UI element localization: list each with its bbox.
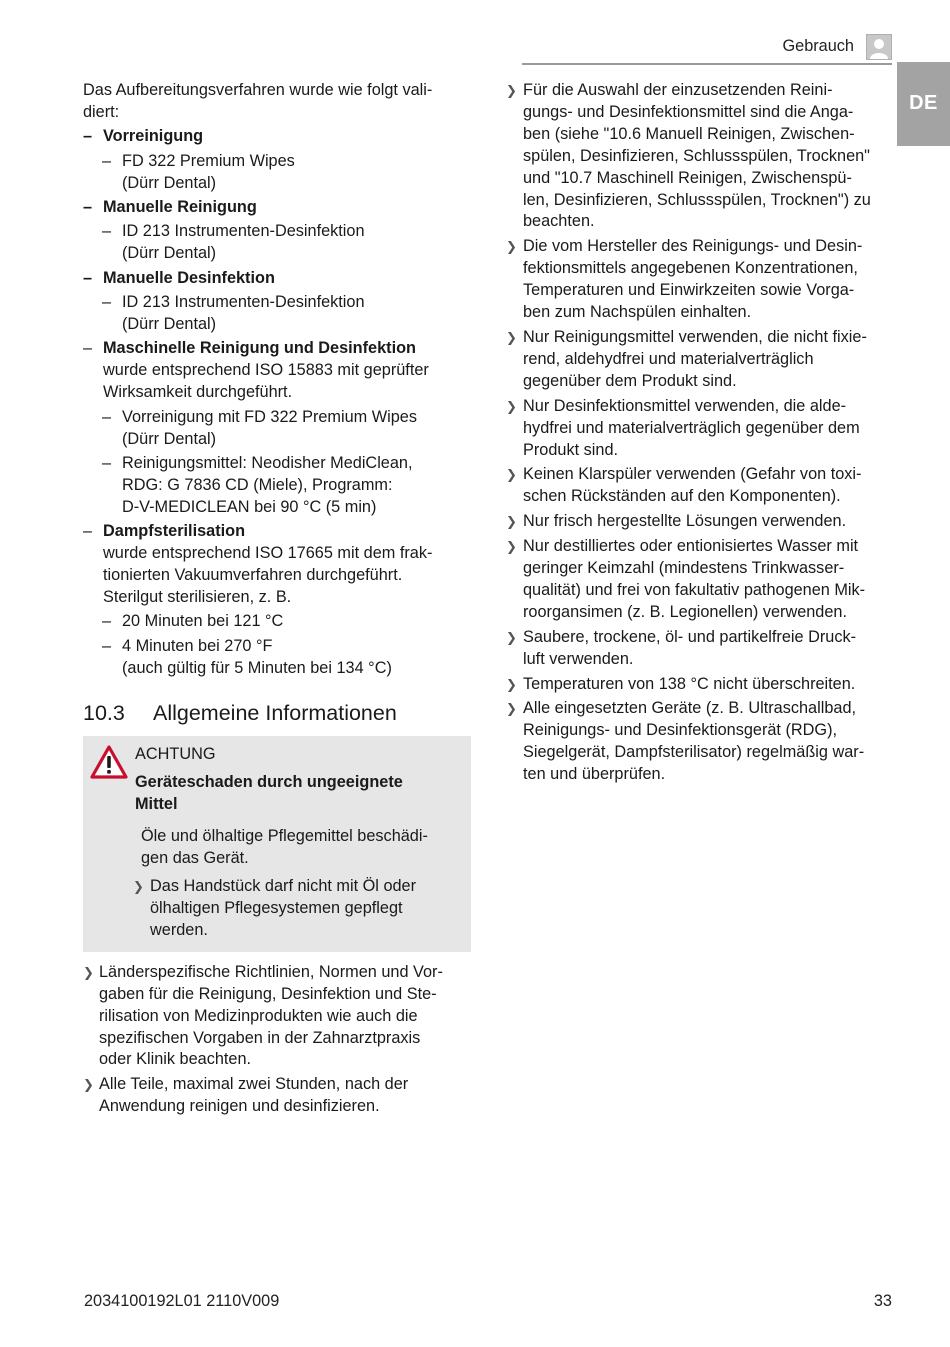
list-item-vorreinigung: – Vorreinigung	[83, 126, 471, 148]
warning-bullet: ❯ Das Handstück darf nicht mit Öl oder ölhaltigen Pflegesystemen gepflegt werden.	[133, 877, 417, 939]
list-item-manuelle-desinfektion: – Manuelle Desinfektion	[83, 268, 471, 290]
list-subitem: – 20 Minuten bei 121 °C	[83, 611, 471, 633]
left-bullet-list	[83, 962, 471, 1118]
list-item-maschinelle: – Maschinelle Reinigung und Desinfektion wurde entsprechend ISO 15883 mit geprüfter Wirksamkeit durchgeführt.	[83, 338, 471, 404]
bullet-item: ❯ Nur frisch hergestellte Lösungen verwenden.	[506, 511, 896, 533]
document-code: 2034100192L01 2110V009	[84, 1292, 280, 1310]
right-column	[506, 80, 896, 786]
chevron-right-icon: ❯	[83, 964, 94, 980]
bullet-item: ❯ Nur Reinigungsmittel verwenden, die nicht fixie- rend, aldehydfrei und materialverträglich gegenüber dem Produkt sind.	[506, 327, 867, 390]
bullet-item: ❯ Alle Teile, maximal zwei Stunden, nach der Anwendung reinigen und desinfizieren.	[83, 1075, 409, 1116]
list-subitem: – 4 Minuten bei 270 °F (auch gültig für 5 Minuten bei 134 °C)	[83, 636, 471, 680]
bullet-item: ❯ Nur Desinfektionsmittel verwenden, die alde- hydfrei und materialverträglich gegenüber dem Produkt sind.	[506, 396, 860, 459]
left-column	[83, 80, 471, 1118]
header-rule	[522, 63, 892, 65]
section-number: 10.3	[83, 700, 125, 725]
chevron-right-icon: ❯	[506, 514, 517, 530]
chevron-right-icon: ❯	[506, 701, 517, 717]
chevron-right-icon: ❯	[506, 539, 517, 555]
chevron-right-icon: ❯	[506, 329, 517, 345]
warning-text: Öle und ölhaltige Pflegemittel beschädi- gen das Gerät.	[141, 827, 428, 868]
list-item-dampfsterilisation: – Dampfsterilisation wurde entsprechend ISO 17665 mit dem frak- tionierten Vakuumverfahren durchgeführt. Sterilgut sterilisieren, z. B.	[83, 521, 471, 609]
chevron-right-icon: ❯	[133, 879, 144, 895]
chevron-right-icon: ❯	[506, 676, 517, 692]
chevron-right-icon: ❯	[83, 1077, 94, 1093]
warning-triangle-icon	[89, 744, 129, 780]
section-heading	[83, 700, 471, 726]
bullet-item: ❯ Länderspezifische Richtlinien, Normen und Vor- gaben für die Reinigung, Desinfektion und Ste- rilisation von Medizinprodukten wie auch die spezifischen Vorgaben in der Zahnarztpraxis oder Klinik beachten.	[83, 962, 443, 1069]
chevron-right-icon: ❯	[506, 398, 517, 414]
chevron-right-icon: ❯	[506, 239, 517, 255]
bullet-item: ❯ Für die Auswahl der einzusetzenden Reini- gungs- und Desinfektionsmittel sind die Anga- ben (siehe "10.6 Manuell Reinigen, Zwischen- spülen, Desinfizieren, Schlussspülen, Trocknen" und "10.7 Maschinell Reinigen, Zwischenspü- len, Desinfizieren, Schlussspülen, Trocknen") zu beachten.	[506, 81, 871, 231]
warning-label: ACHTUNG	[135, 744, 216, 763]
list-subitem: – Reinigungsmittel: Neodisher MediClean, RDG: G 7836 CD (Miele), Programm: D-V-MEDICLEAN bei 90 °C (5 min)	[83, 453, 471, 519]
bullet-item: ❯ Saubere, trockene, öl- und partikelfreie Druck- luft verwenden.	[506, 627, 857, 668]
chevron-right-icon: ❯	[506, 629, 517, 645]
header-title: Gebrauch	[782, 37, 854, 55]
list-subitem: – FD 322 Premium Wipes (Dürr Dental)	[83, 151, 471, 195]
bullet-item: ❯ Alle eingesetzten Geräte (z. B. Ultraschallbad, Reinigungs- und Desinfektionsgerät (RDG), Siegelgerät, Dampfsterilisator) regelmäßig war- ten und überprüfen.	[506, 699, 865, 784]
bullet-item: ❯ Temperaturen von 138 °C nicht überschreiten.	[506, 674, 896, 696]
chevron-right-icon: ❯	[506, 83, 517, 98]
list-subitem: – Vorreinigung mit FD 322 Premium Wipes (Dürr Dental)	[83, 407, 471, 451]
list-item-manuelle-reinigung: – Manuelle Reinigung	[83, 197, 471, 219]
bullet-item: ❯ Keinen Klarspüler verwenden (Gefahr von toxi- schen Rückständen auf den Komponenten).	[506, 465, 862, 506]
page-number: 33	[873, 1292, 892, 1310]
user-manual-icon	[866, 34, 892, 60]
section-title: Allgemeine Informationen	[153, 700, 397, 725]
warning-subtitle: Geräteschaden durch ungeeignete Mittel	[135, 773, 403, 814]
language-tab: DE	[897, 62, 950, 146]
intro-text: Das Aufbereitungsverfahren wurde wie folgt vali- diert:	[83, 81, 433, 121]
chevron-right-icon: ❯	[506, 467, 517, 483]
list-subitem: – ID 213 Instrumenten-Desinfektion (Dürr Dental)	[83, 221, 471, 265]
bullet-item: ❯ Die vom Hersteller des Reinigungs- und Desin- fektionsmittels angegebenen Konzentrationen, Temperaturen und Einwirkzeiten sowie Vorga- ben zum Nachspülen einhalten.	[506, 237, 863, 322]
list-subitem: – ID 213 Instrumenten-Desinfektion (Dürr Dental)	[83, 292, 471, 336]
bullet-item: ❯ Nur destilliertes oder entionisiertes Wasser mit geringer Keimzahl (mindestens Trinkwasser- qualität) und frei von fakultativ pathogenen Mik- roorgansimen (z. B. Legionellen) verwenden.	[506, 537, 866, 621]
warning-box	[83, 736, 471, 952]
